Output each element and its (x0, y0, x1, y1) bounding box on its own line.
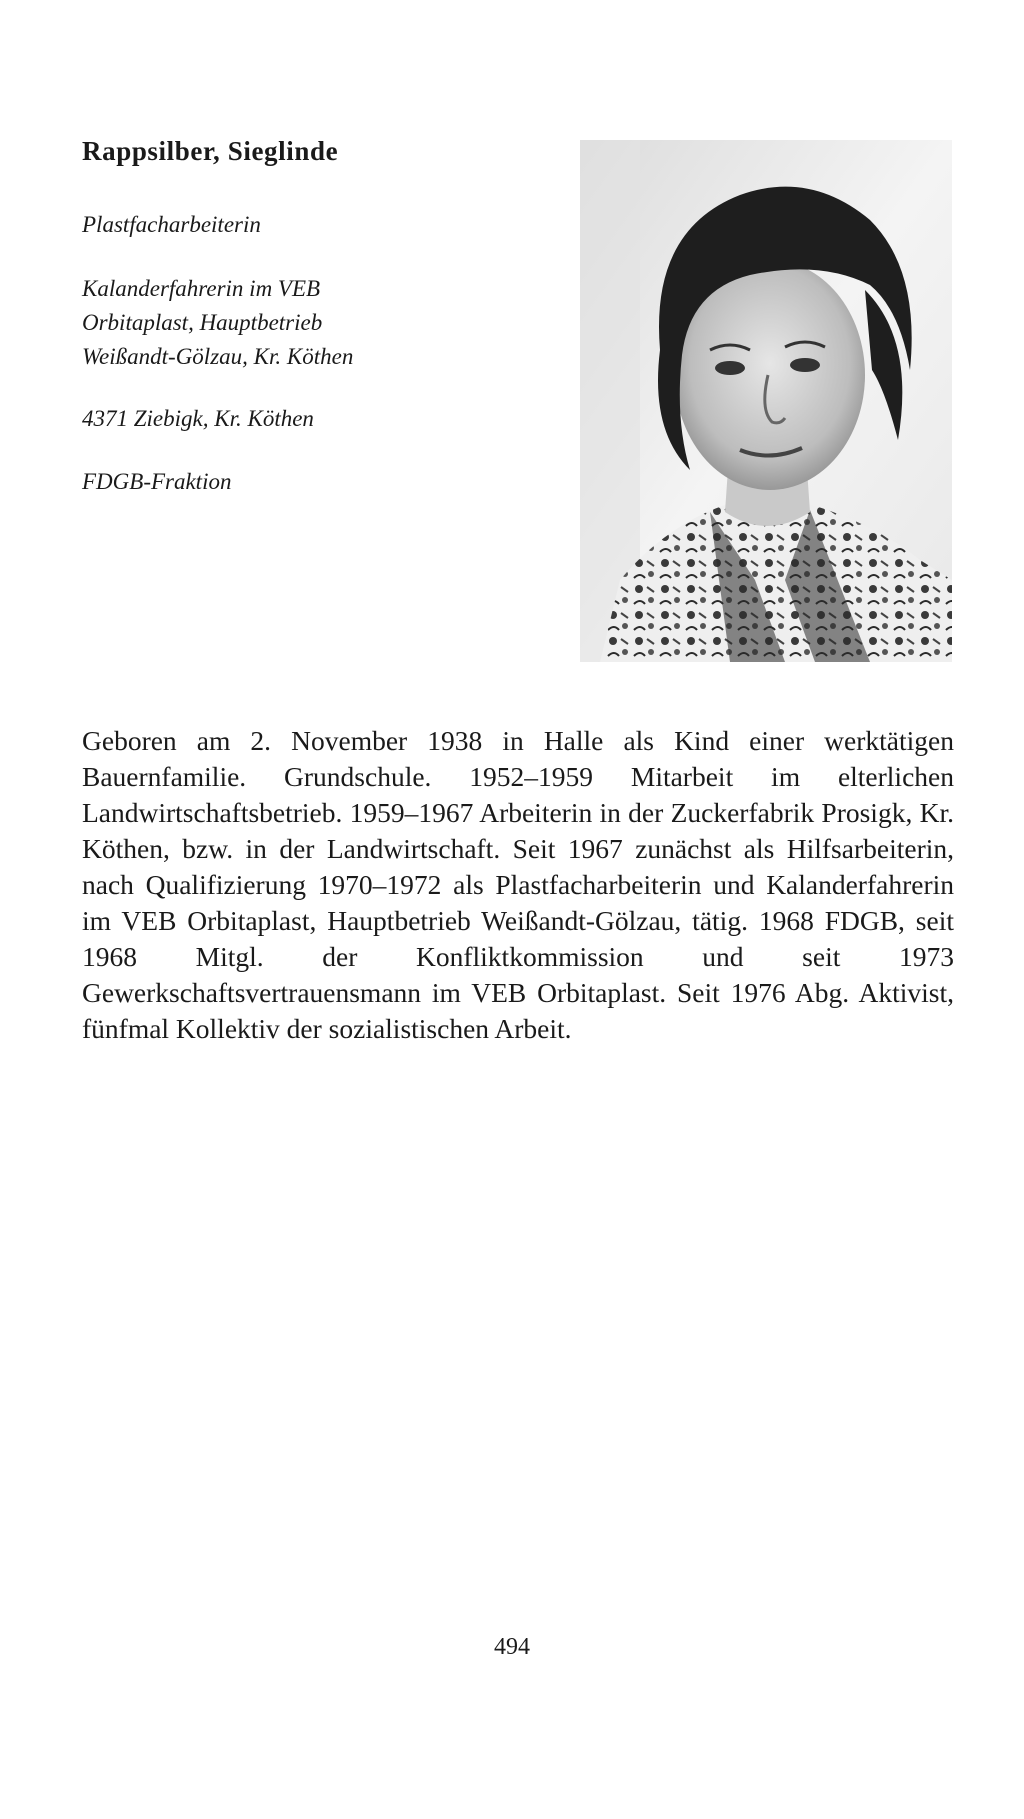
faction: FDGB-Fraktion (82, 469, 232, 494)
page-number: 494 (494, 1634, 530, 1660)
portrait-photo-icon (580, 140, 952, 662)
biography-text: Geboren am 2. November 1938 in Halle als Kind einer werktätigen Bauernfamilie. Grundschule. 1952–1959 Mitarbeit im elterlichen Landwirtschaftsbetrieb. 1959–1967 Arbeiterin in der Zuckerfabrik Prosigk, Kr. Köthen, bzw. in der Landwirtschaft. Seit 1967 zunächst als Hilfsarbeiterin, nach Qualifizierung 1970–1972 als Plastfacharbeiterin und Kalanderfahrerin im VEB Orbitaplast, Hauptbetrieb Weißandt-Gölzau, tätig. 1968 FDGB, seit 1968 Mitgl. der Konfliktkommission und seit 1973 Gewerkschaftsvertrauensmann im VEB Orbitaplast. Seit 1976 Abg. Aktivist, fünfmal Kollektiv der sozialistischen Arbeit. (82, 725, 954, 1044)
person-name: Rappsilber, Sieglinde (82, 136, 339, 166)
workplace: Kalanderfahrerin im VEB Orbitaplast, Hauptbetrieb Weißandt-Gölzau, Kr. Köthen (82, 276, 354, 369)
profession: Plastfacharbeiterin (82, 212, 261, 237)
address: 4371 Ziebigk, Kr. Köthen (82, 406, 314, 431)
portrait-photo (580, 140, 952, 662)
